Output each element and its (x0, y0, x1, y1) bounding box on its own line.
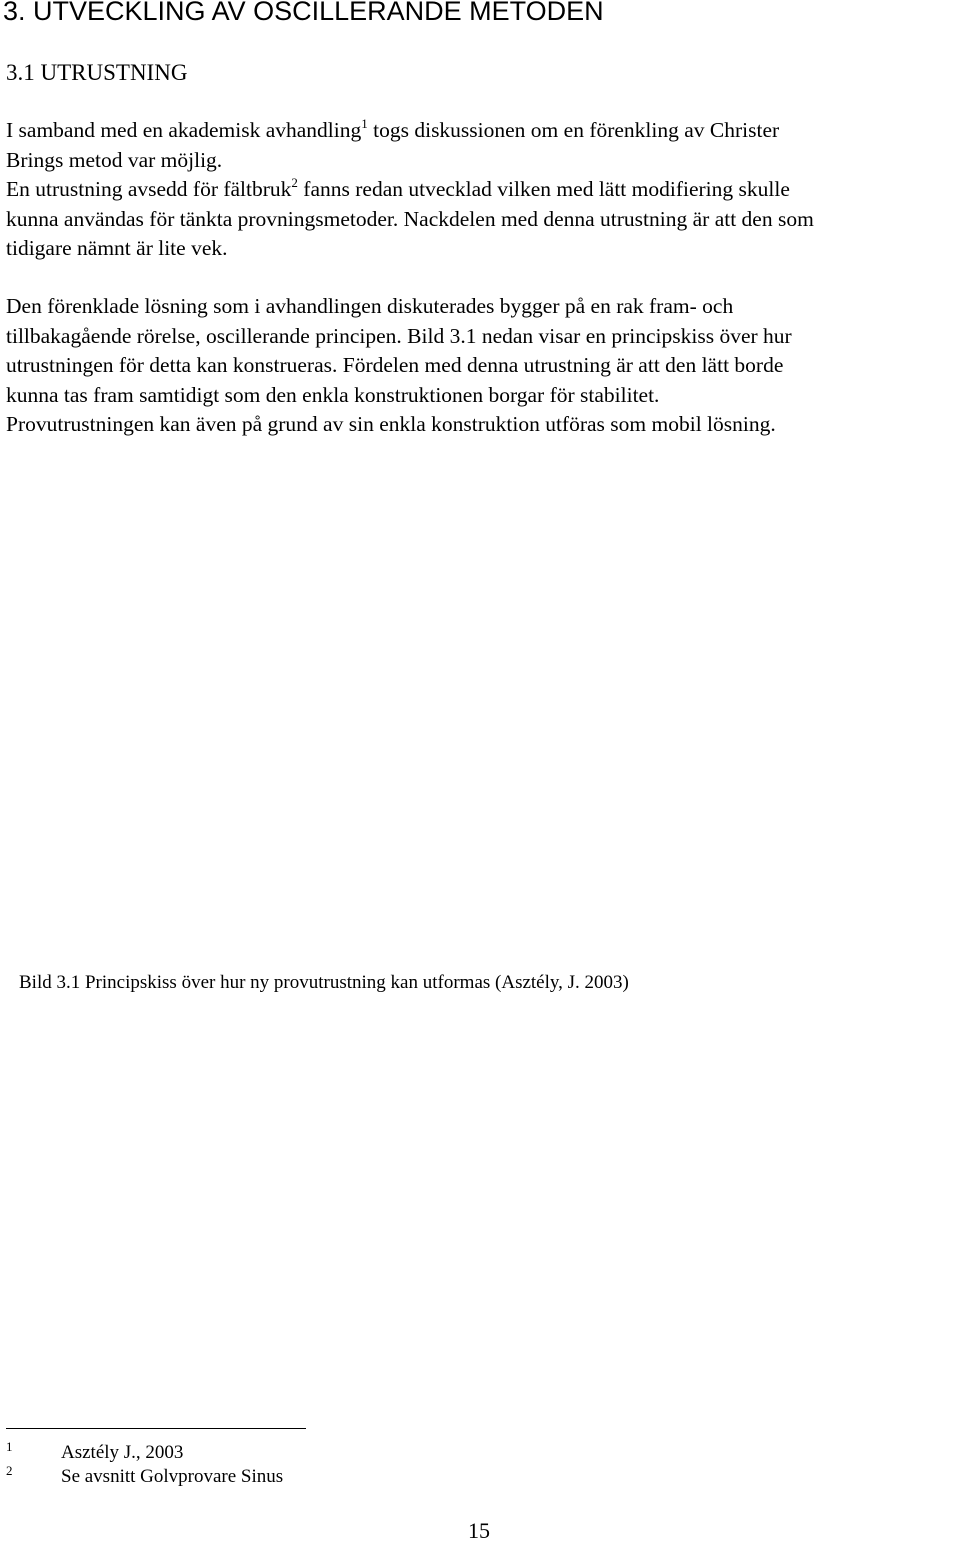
text-run: togs diskussionen om en förenkling av Christer (367, 118, 780, 142)
paragraph-line (6, 175, 814, 205)
text-run: En utrustning avsedd för fältbruk (6, 177, 292, 201)
footnote-mark-1: 1 (6, 1439, 13, 1454)
footnote-reference-2[interactable]: 2 (291, 174, 298, 190)
paragraph-line: kunna användas för tänkta provningsmetoder. Nackdelen med denna utrustning är att den som (6, 206, 814, 231)
paragraph-line: kunna tas fram samtidigt som den enkla konstruktionen borgar för stabilitet. (6, 382, 660, 407)
paragraph-line: Brings metod var möjlig. (6, 147, 223, 172)
footnote-text-2: Se avsnitt Golvprovare Sinus (61, 1466, 284, 1487)
paragraph-line (6, 116, 814, 146)
footnote-mark-2: 2 (6, 1463, 13, 1478)
paragraph-line: tillbakagående rörelse, oscillerande principen. Bild 3.1 nedan visar en principskiss över hur (6, 323, 792, 348)
text-run: fanns redan utvecklad vilken med lätt modifiering skulle (297, 177, 790, 201)
section-title: 3.1 UTRUSTNING (6, 60, 188, 85)
paragraph-line: Provutrustningen kan även på grund av sin enkla konstruktion utföras som mobil lösning. (6, 412, 776, 436)
page-number: 15 (468, 1518, 490, 1543)
paragraph-line: tidigare nämnt är lite vek. (6, 236, 228, 260)
paragraph-intro (6, 116, 814, 264)
chapter-title: 3. UTVECKLING AV OSCILLERANDE METODEN (3, 0, 604, 26)
figure-caption: Bild 3.1 Principskiss över hur ny provutrustning kan utformas (Asztély, J. 2003) (19, 972, 629, 993)
footnote-reference-1[interactable]: 1 (361, 115, 368, 131)
paragraph-line: utrustningen för detta kan konstrueras. Fördelen med denna utrustning är att den lätt borde (6, 353, 784, 377)
text-run: I samband med en akademisk avhandling (6, 118, 362, 142)
footnote-text-1: Asztély J., 2003 (61, 1442, 184, 1463)
paragraph-line: Den förenklade lösning som i avhandlingen diskuterades bygger på en rak fram- och (6, 294, 734, 318)
footnote-separator (6, 1428, 306, 1429)
paragraph-solution (6, 292, 792, 440)
